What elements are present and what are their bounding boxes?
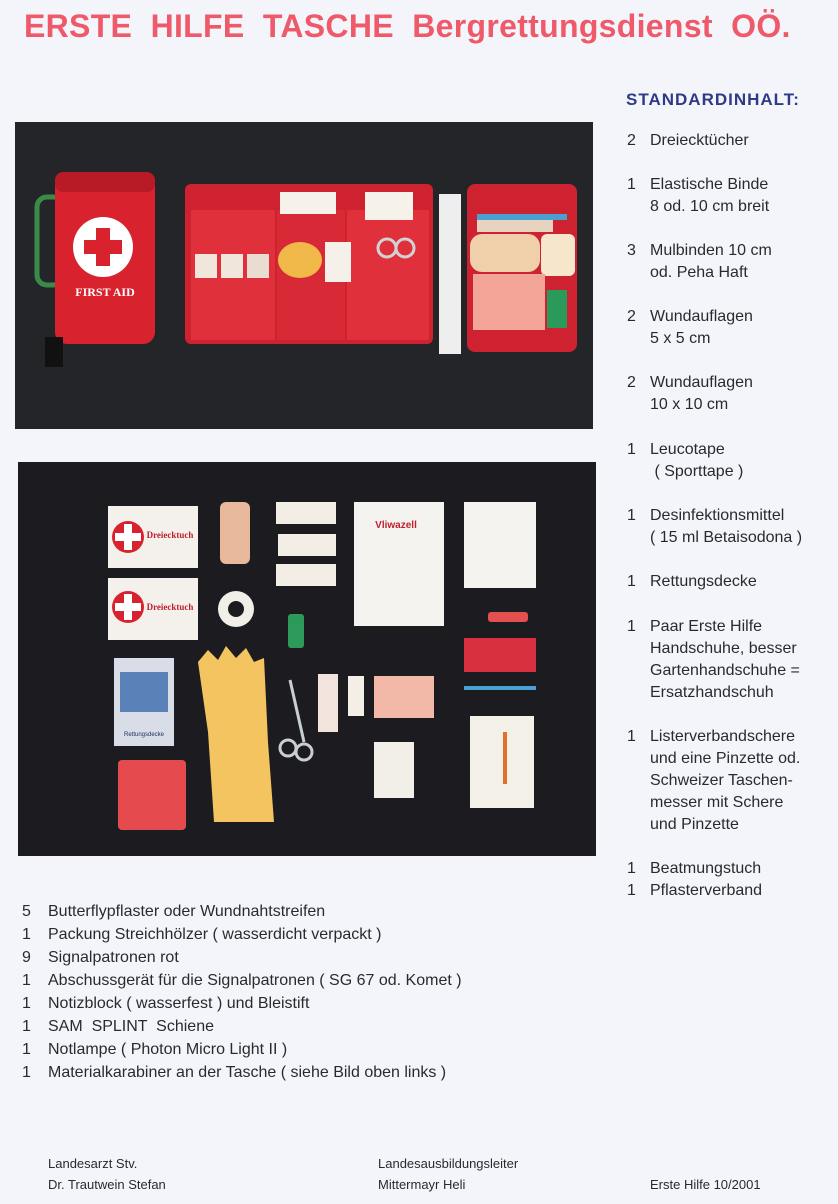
triangle-label-1: Dreiecktuch — [146, 530, 194, 540]
footer-center — [378, 1153, 518, 1195]
plaster-pad — [374, 676, 434, 718]
notepad — [470, 716, 534, 808]
contents-illustration — [18, 462, 596, 856]
gauze-roll-3 — [276, 564, 336, 586]
triangle-label-2: Dreiecktuch — [146, 602, 194, 612]
footer-left — [48, 1153, 166, 1195]
gauze-roll-2 — [278, 534, 336, 556]
footer-center-name: Mittermayr Heli — [378, 1177, 466, 1192]
launcher — [464, 686, 536, 690]
footer-date: Erste Hilfe 10/2001 — [650, 1177, 761, 1192]
gauze-package-small — [464, 502, 536, 588]
gauze-roll-1 — [276, 502, 336, 524]
footer-left-name: Dr. Trautwein Stefan — [48, 1177, 166, 1192]
page-title: ERSTE HILFE TASCHE Bergrettungsdienst OÖ. — [24, 8, 791, 44]
signal-cartridges — [464, 638, 536, 672]
opened-bag-panels — [185, 184, 577, 354]
signal-cartridge — [488, 612, 528, 622]
contents-laid-out-photo — [18, 462, 596, 856]
standard-content-heading: STANDARDINHALT: — [626, 90, 800, 109]
disinfectant-bottle — [288, 614, 304, 648]
compress-red — [118, 760, 186, 830]
pencil — [503, 732, 507, 784]
first-aid-bag-photo — [15, 122, 593, 429]
footer-left-role: Landesarzt Stv. — [48, 1156, 138, 1171]
mouth-shield — [374, 742, 414, 798]
strip-1 — [318, 674, 338, 732]
bag-label: FIRST AID — [75, 285, 135, 299]
blanket-label: Rettungsdecke — [123, 732, 165, 738]
gauze-label: Vliwazell — [375, 520, 417, 531]
elastic-bandage — [220, 502, 250, 564]
footer-center-role: Landesausbildungsleiter — [378, 1156, 519, 1171]
first-aid-bag-illustration — [15, 122, 593, 429]
strip-2 — [348, 676, 364, 716]
footer-right — [650, 1174, 761, 1195]
